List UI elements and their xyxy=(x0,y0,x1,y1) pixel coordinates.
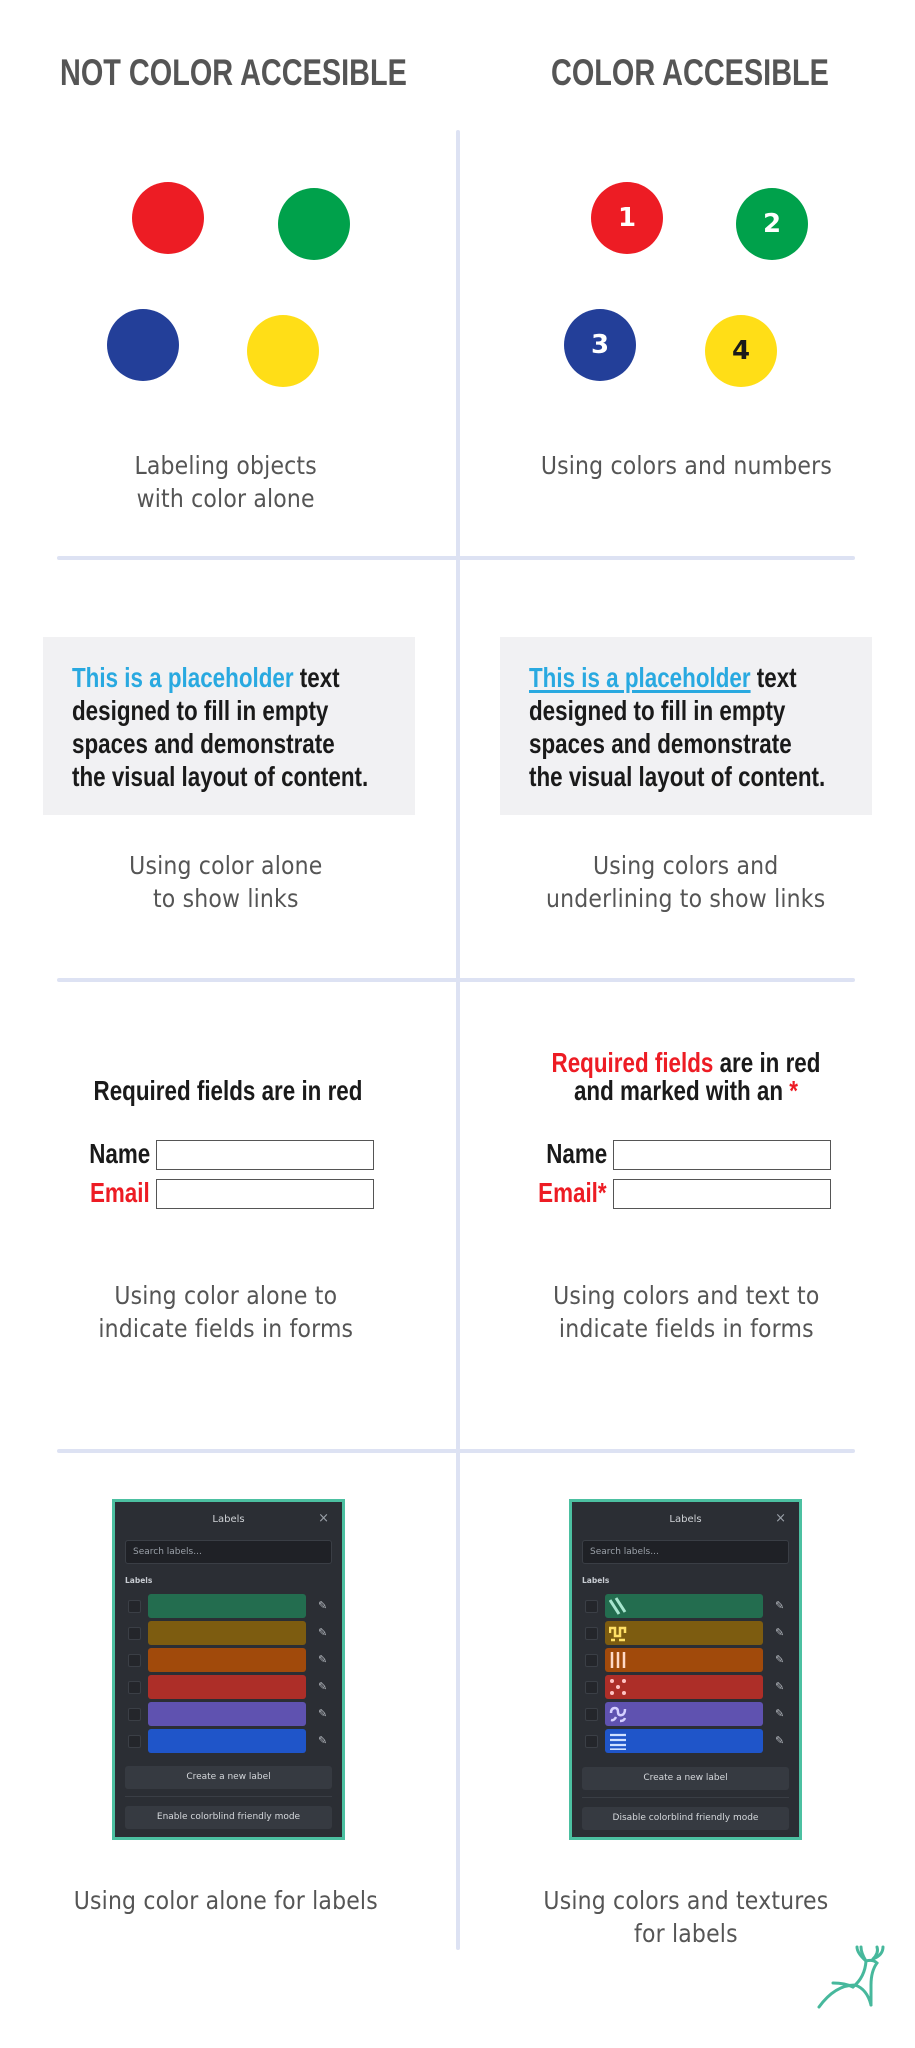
label-checkbox[interactable] xyxy=(585,1681,598,1694)
create-label-button[interactable]: Create a new label xyxy=(125,1766,332,1789)
email-label-right: Email* xyxy=(538,1177,607,1208)
edit-pencil-icon[interactable]: ✎ xyxy=(318,1707,328,1720)
label-row[interactable] xyxy=(115,1675,342,1699)
email-label-left: Email xyxy=(90,1177,150,1208)
label-color-bar[interactable] xyxy=(605,1621,763,1645)
label-color-bar[interactable] xyxy=(148,1621,306,1645)
email-input-left[interactable] xyxy=(156,1179,374,1209)
horizontal-divider-2 xyxy=(57,978,855,982)
label-row[interactable] xyxy=(115,1729,342,1753)
name-input-left[interactable] xyxy=(156,1140,374,1170)
create-label-button[interactable]: Create a new label xyxy=(582,1767,789,1790)
name-label-left: Name xyxy=(88,1138,150,1169)
label-color-bar[interactable] xyxy=(148,1594,306,1618)
edit-pencil-icon[interactable]: ✎ xyxy=(775,1626,785,1639)
enable-colorblind-mode-button[interactable]: Enable colorblind friendly mode xyxy=(125,1806,332,1829)
label-checkbox[interactable] xyxy=(128,1627,141,1640)
panel-title: Labels xyxy=(212,1514,245,1525)
label-color-bar[interactable] xyxy=(605,1702,763,1726)
label-checkbox[interactable] xyxy=(128,1654,141,1667)
caption-circles-right: Using colors and numbers xyxy=(540,451,832,480)
form-heading-right: Required fields are in red and marked with an * xyxy=(551,1047,821,1106)
edit-pencil-icon[interactable]: ✎ xyxy=(775,1653,785,1666)
label-checkbox[interactable] xyxy=(128,1681,141,1694)
diagonal-stripes-texture-icon xyxy=(609,1597,627,1615)
caption-forms-left: Using color alone to indicate fields in forms xyxy=(98,1281,354,1343)
underlined-link[interactable]: This is a placeholder xyxy=(529,662,751,693)
edit-pencil-icon[interactable]: ✎ xyxy=(318,1680,328,1693)
horizontal-divider-3 xyxy=(57,1449,855,1453)
label-row[interactable] xyxy=(572,1729,799,1753)
edit-pencil-icon[interactable]: ✎ xyxy=(775,1734,785,1747)
labels-panel-left xyxy=(112,1499,345,1840)
horizontal-lines-texture-icon xyxy=(609,1732,627,1750)
disable-colorblind-mode-button[interactable]: Disable colorblind friendly mode xyxy=(582,1807,789,1830)
edit-pencil-icon[interactable]: ✎ xyxy=(318,1734,328,1747)
edit-pencil-icon[interactable]: ✎ xyxy=(775,1707,785,1720)
label-checkbox[interactable] xyxy=(128,1600,141,1613)
green-circle-numbered: 2 xyxy=(736,188,808,260)
heading-not-accessible: NOT COLOR ACCESIBLE xyxy=(60,52,407,93)
vertical-divider xyxy=(456,130,460,1950)
label-color-bar[interactable] xyxy=(148,1648,306,1672)
label-color-bar[interactable] xyxy=(148,1675,306,1699)
name-label-right: Name xyxy=(545,1138,607,1169)
close-icon[interactable]: × xyxy=(318,1511,329,1526)
close-icon[interactable]: × xyxy=(775,1511,786,1526)
caption-links-left: Using color alone to show links xyxy=(129,851,323,913)
label-color-bar[interactable] xyxy=(605,1675,763,1699)
edit-pencil-icon[interactable]: ✎ xyxy=(775,1599,785,1612)
link-demo-box-left xyxy=(43,637,415,815)
dots-texture-icon xyxy=(609,1678,627,1696)
labels-section-heading: Labels xyxy=(582,1576,610,1585)
label-row[interactable] xyxy=(115,1648,342,1672)
heading-accessible: COLOR ACCESIBLE xyxy=(551,52,829,93)
search-labels-input[interactable]: Search labels... xyxy=(125,1540,332,1564)
label-row[interactable] xyxy=(115,1702,342,1726)
red-circle xyxy=(132,182,204,254)
form-heading-left: Required fields are in red xyxy=(93,1075,363,1106)
deer-logo-icon xyxy=(817,1945,889,2011)
labels-section-heading: Labels xyxy=(125,1576,153,1585)
waves-texture-icon xyxy=(609,1705,627,1723)
vertical-bars-texture-icon xyxy=(609,1651,627,1669)
caption-labels-left: Using color alone for labels xyxy=(73,1886,379,1915)
label-row[interactable] xyxy=(572,1702,799,1726)
edit-pencil-icon[interactable]: ✎ xyxy=(318,1626,328,1639)
labels-panel-right xyxy=(569,1499,802,1840)
name-input-right[interactable] xyxy=(613,1140,831,1170)
search-labels-input[interactable]: Search labels... xyxy=(582,1540,789,1564)
label-row[interactable] xyxy=(572,1648,799,1672)
horizontal-divider-1 xyxy=(57,556,855,560)
blue-circle-numbered: 3 xyxy=(564,309,636,381)
panel-separator xyxy=(125,1796,332,1797)
green-circle xyxy=(278,188,350,260)
zigzag-texture-icon xyxy=(609,1624,627,1642)
label-color-bar[interactable] xyxy=(148,1729,306,1753)
color-only-link[interactable]: This is a placeholder xyxy=(72,662,294,693)
panel-title: Labels xyxy=(669,1514,702,1525)
label-checkbox[interactable] xyxy=(585,1600,598,1613)
label-checkbox[interactable] xyxy=(585,1735,598,1748)
label-checkbox[interactable] xyxy=(128,1735,141,1748)
edit-pencil-icon[interactable]: ✎ xyxy=(318,1653,328,1666)
edit-pencil-icon[interactable]: ✎ xyxy=(318,1599,328,1612)
email-input-right[interactable] xyxy=(613,1179,831,1209)
caption-forms-right: Using colors and text to indicate fields in forms xyxy=(552,1281,820,1343)
label-row[interactable] xyxy=(115,1621,342,1645)
label-color-bar[interactable] xyxy=(605,1648,763,1672)
yellow-circle xyxy=(247,315,319,387)
caption-circles-left: Labeling objects with color alone xyxy=(134,451,318,513)
caption-labels-right: Using colors and textures for labels xyxy=(543,1886,829,1948)
label-checkbox[interactable] xyxy=(128,1708,141,1721)
yellow-circle-numbered: 4 xyxy=(705,315,777,387)
label-color-bar[interactable] xyxy=(605,1594,763,1618)
link-demo-text-left: This is a placeholder text designed to fill in empty spaces and demonstrate the visual layout of content. xyxy=(72,662,369,792)
caption-links-right: Using colors and underlining to show links xyxy=(546,851,826,913)
red-circle-numbered: 1 xyxy=(591,182,663,254)
panel-separator xyxy=(582,1797,789,1798)
label-row[interactable] xyxy=(115,1594,342,1618)
label-row[interactable] xyxy=(572,1675,799,1699)
label-checkbox[interactable] xyxy=(585,1654,598,1667)
label-checkbox[interactable] xyxy=(585,1627,598,1640)
edit-pencil-icon[interactable]: ✎ xyxy=(775,1680,785,1693)
label-color-bar[interactable] xyxy=(605,1729,763,1753)
link-demo-text-right: This is a placeholder text designed to fill in empty spaces and demonstrate the visual layout of content. xyxy=(529,662,826,792)
label-row[interactable] xyxy=(572,1621,799,1645)
link-demo-box-right xyxy=(500,637,872,815)
label-checkbox[interactable] xyxy=(585,1708,598,1721)
label-row[interactable] xyxy=(572,1594,799,1618)
label-color-bar[interactable] xyxy=(148,1702,306,1726)
blue-circle xyxy=(107,309,179,381)
